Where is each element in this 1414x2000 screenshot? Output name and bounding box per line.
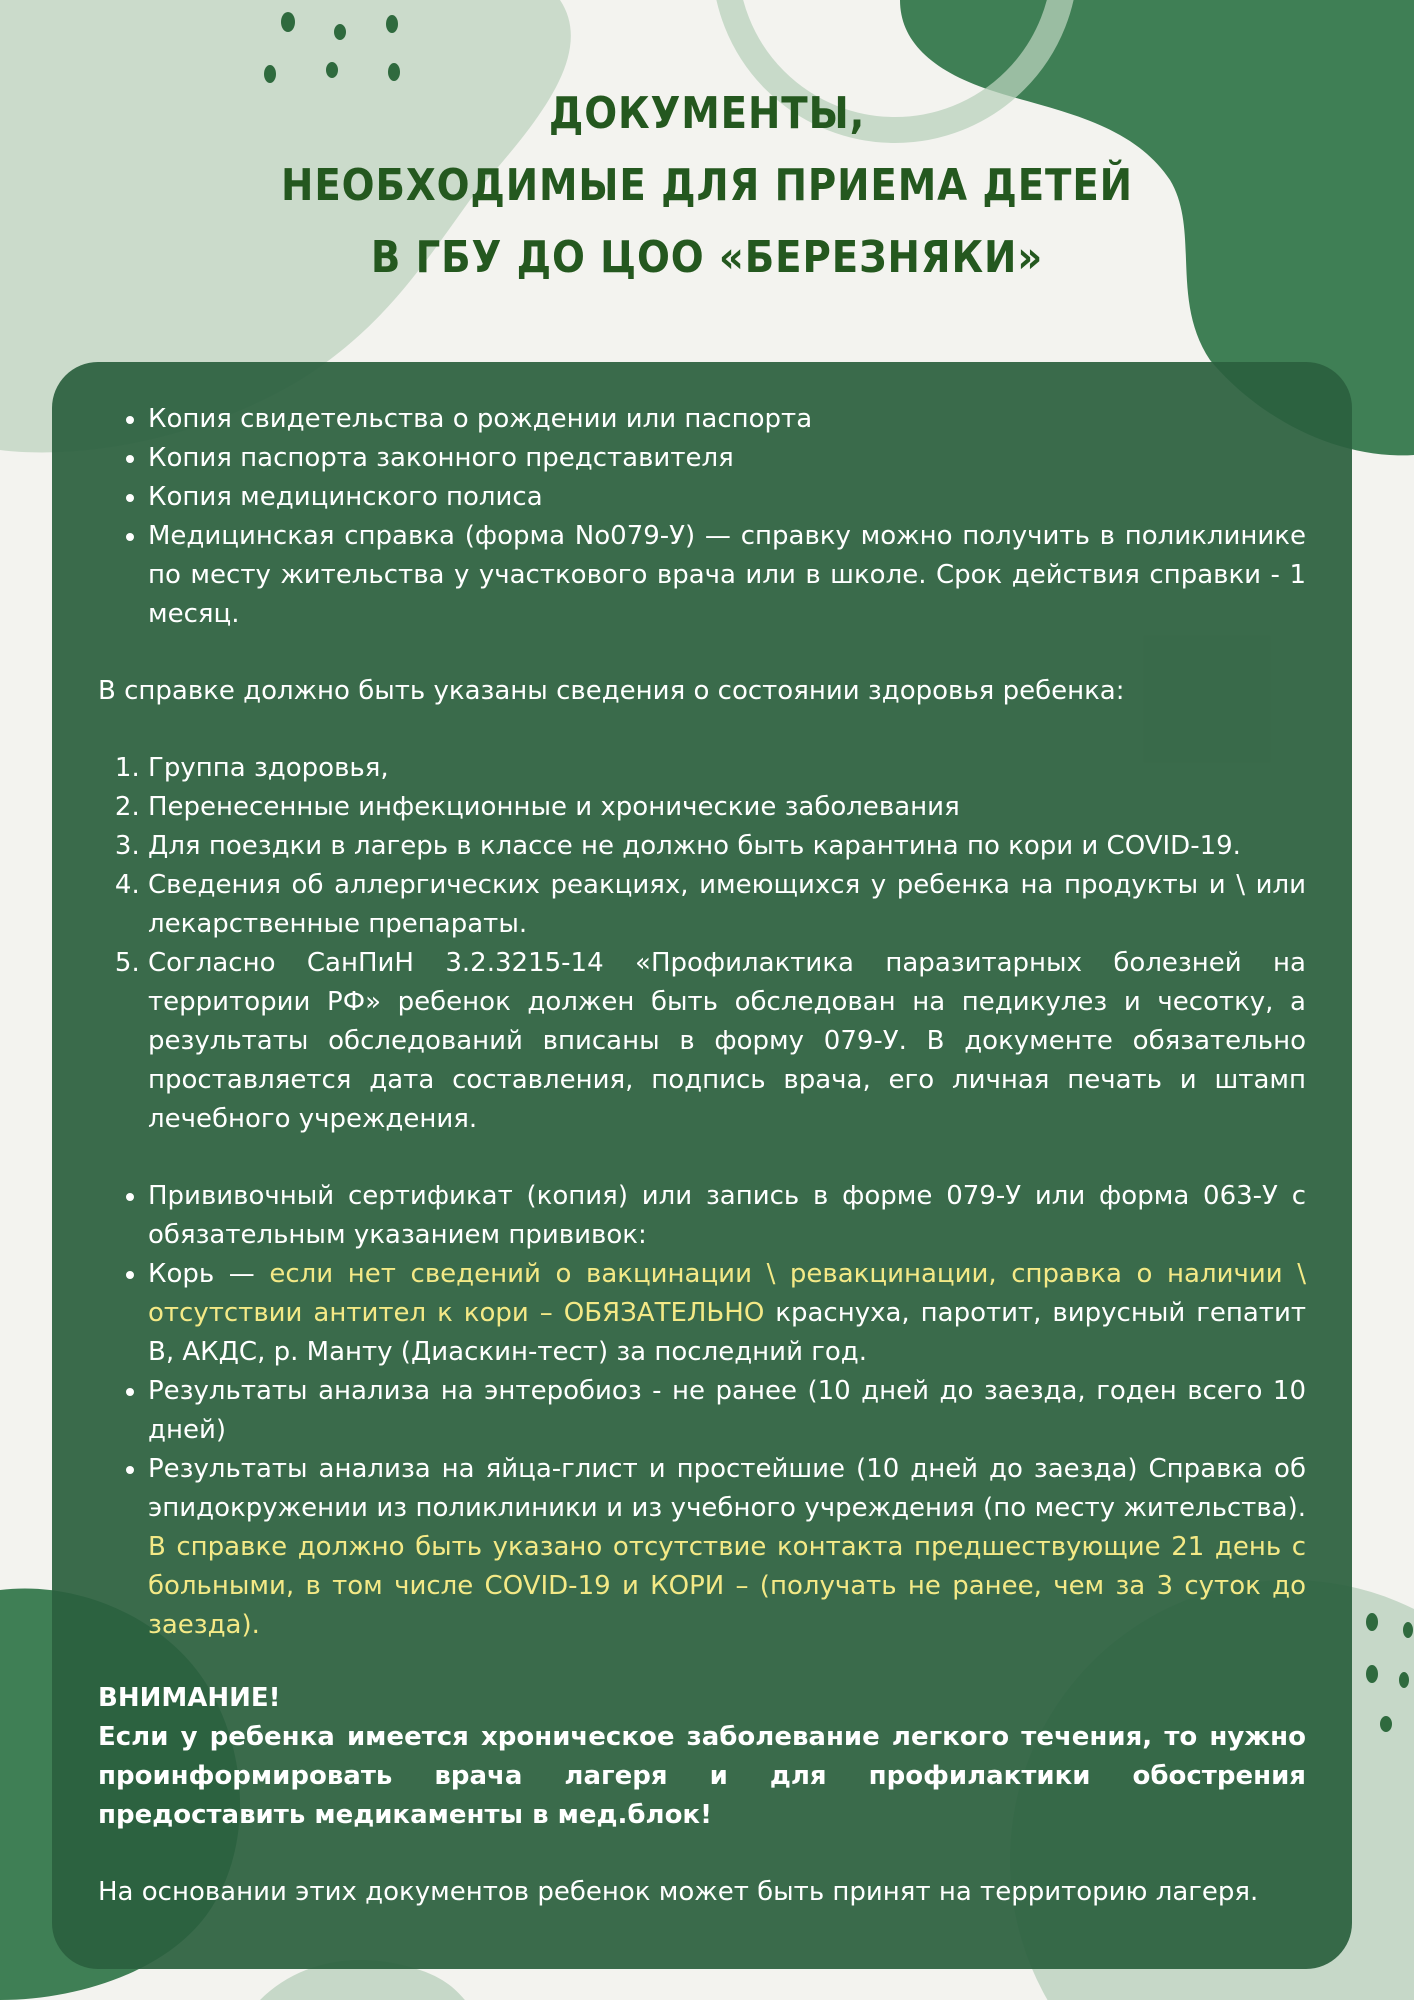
warning-heading: ВНИМАНИЕ! [98,1683,281,1713]
enterobiasis-item: • Результаты анализа на энтеробиоз - не ранее (10 дней до заезда, годен всего 10 дней) [148,1372,1306,1450]
health-info-item: 3. Для поездки в лагерь в классе не должно быть карантина по кори и COVID-19. [148,827,1306,866]
page-title [85,78,1329,294]
title-line-2: НЕОБХОДИМЫЕ ДЛЯ ПРИЕМА ДЕТЕЙ [281,160,1133,211]
health-info-intro: В справке должно быть указаны сведения о состоянии здоровья ребенка: [98,676,1125,706]
documents-list-item: • Копия свидетельства о рождении или паспорта [148,400,1306,439]
health-info-item: 1. Группа здоровья, [148,749,1306,788]
health-info-item: 4. Сведения об аллергических реакциях, имеющихся у ребенка на продукты и \ или лекарственные препараты. [148,866,1306,944]
epidemic-certificate-item [148,1450,1306,1645]
measles-rest: краснуха, паротит, вирусный гепатит В, АКДС, р. Манту (Диаскин-тест) за последний год. [148,1298,1306,1367]
documents-list-item: • Медицинская справка (форма No079-У) — справку можно получить в поликлинике по месту жительства у участкового врача или в школе. Срок действия справки - 1 месяц. [148,517,1306,634]
title-line-3: В ГБУ ДО ЦОО «БЕРЕЗНЯКИ» [370,232,1044,283]
content-panel [52,362,1352,1969]
health-info-item: 5. Согласно СанПиН 3.2.3215-14 «Профилактика паразитарных болезней на территории РФ» ребенок должен быть обследован на педикулез и чесотку, а результаты обследований вписаны в форму 079-У. В документе обязательно проставляется дата составления, подпись врача, его личная печать и штамп лечебного учреждения. [148,944,1306,1139]
title-line-1: ДОКУМЕНТЫ, [548,88,866,139]
epidemic-certificate-text: Результаты анализа на яйца-глист и простейшие (10 дней до заезда) Справка об эпидокружении из поликлиники и из учебного учреждения (по месту жительства). [148,1454,1306,1523]
epidemic-certificate-highlight: В справке должно быть указано отсутствие контакта предшествующие 21 день с больными, в том числе COVID-19 и КОРИ – (получать не ранее, чем за 3 суток до заезда). [148,1532,1306,1640]
additional-documents-list [98,1177,1306,1645]
vaccination-certificate-item: • Прививочный сертификат (копия) или запись в форме 079-У или форма 063-У с обязательным указанием прививок: [148,1177,1306,1255]
health-info-list [98,749,1306,1139]
measles-item [148,1255,1306,1372]
documents-list-item: • Копия медицинского полиса [148,478,1306,517]
measles-highlight: если нет сведений о вакцинации \ ревакцинации, справка о наличии \ отсутствии антител к кори – ОБЯЗАТЕЛЬНО [148,1259,1306,1328]
documents-list-item: • Копия паспорта законного представителя [148,439,1306,478]
footer-note: На основании этих документов ребенок может быть принят на территорию лагеря. [98,1877,1259,1907]
health-info-item: 2. Перенесенные инфекционные и хронические заболевания [148,788,1306,827]
warning-text: Если у ребенка имеется хроническое заболевание легкого течения, то нужно проинформировать врача лагеря и для профилактики обострения предоставить медикаменты в мед.блок! [98,1722,1306,1830]
measles-label: Корь — [148,1259,270,1289]
documents-list [98,400,1306,634]
